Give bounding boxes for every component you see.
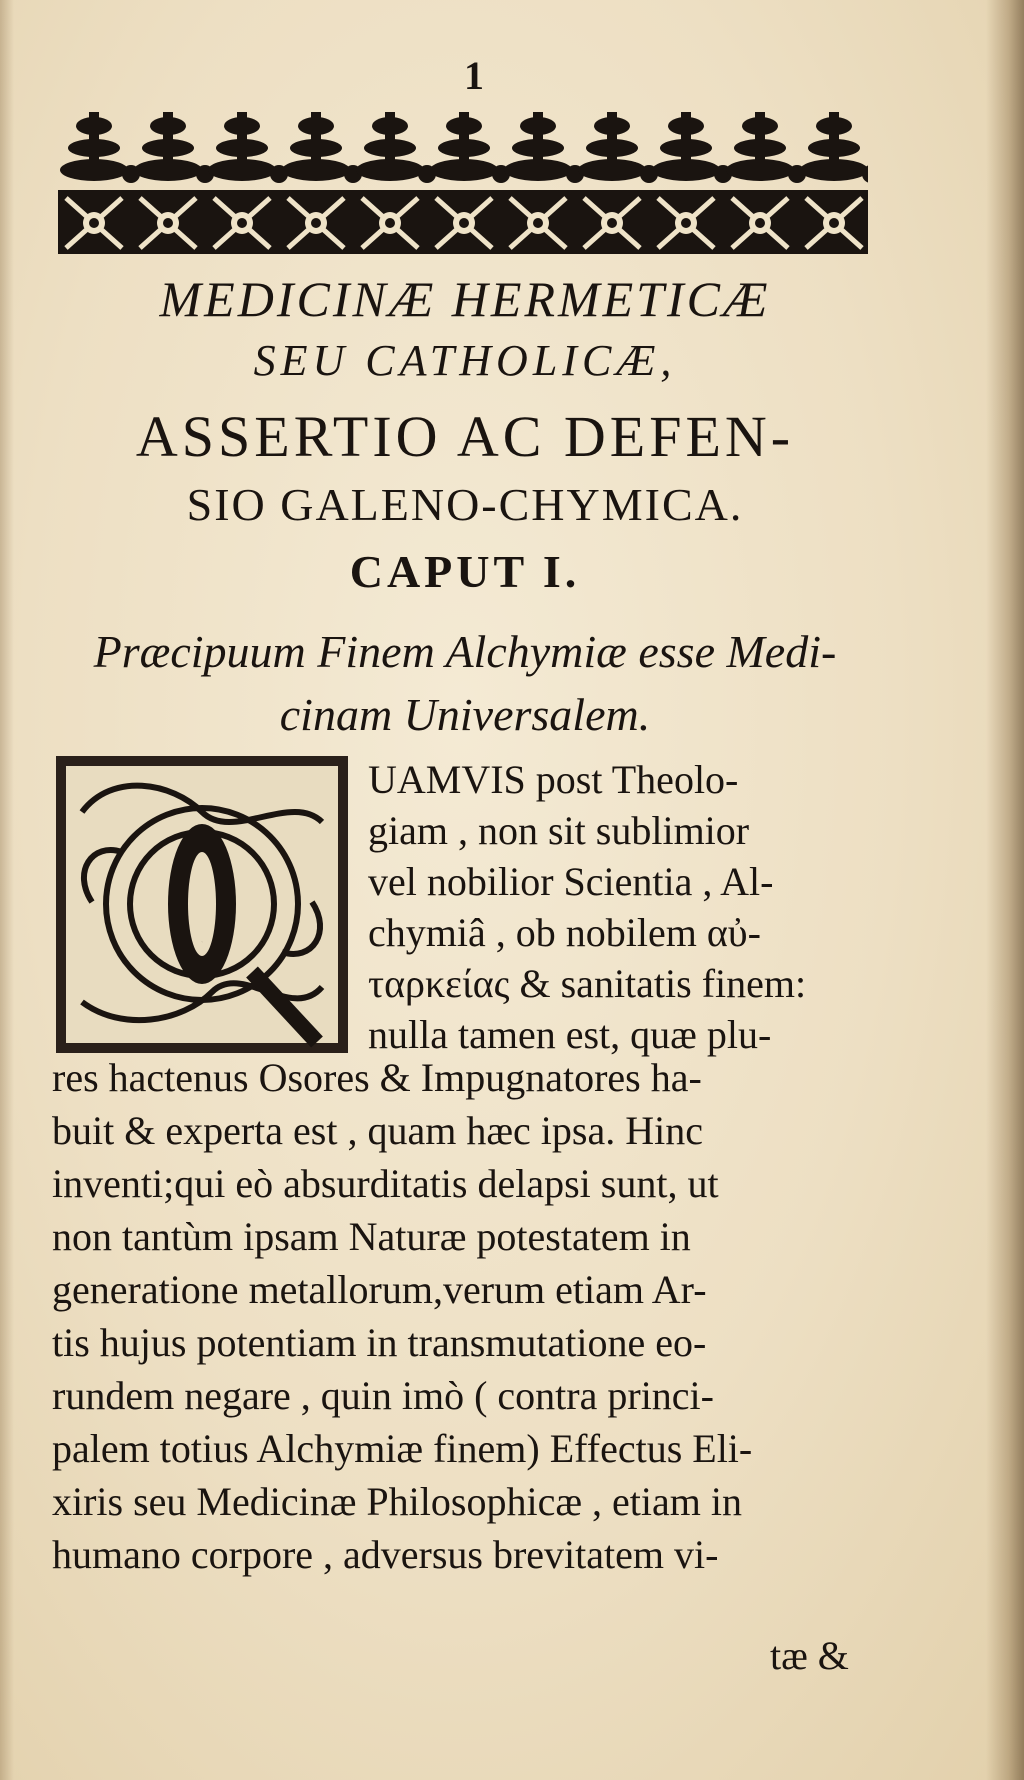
body-line: inventi;qui eò absurditatis delapsi sunt, ut — [52, 1161, 719, 1206]
chapter-subtitle-line-2: cinam Universalem. — [279, 689, 651, 740]
body-line: non tantùm ipsam Naturæ potestatem in — [52, 1214, 691, 1259]
body-line: humano corpore , adversus brevitatem vi- — [52, 1532, 719, 1577]
page-edge-shadow-right — [986, 0, 1024, 1780]
title-line-4: SIO GALENO-CHYMICA. — [186, 479, 744, 530]
body-line: palem totius Alchymiæ finem) Effectus Eli- — [52, 1426, 753, 1471]
body-line: tis hujus potentiam in transmutatione eo- — [52, 1320, 707, 1365]
page-number: 1 — [464, 53, 484, 98]
body-line: vel nobilior Scientia , Al- — [368, 859, 774, 904]
title-line-3: ASSERTIO AC DEFEN- — [135, 404, 795, 469]
body-line: generatione metallorum,verum etiam Ar- — [52, 1267, 707, 1312]
body-line: UAMVIS post Theolo- — [368, 757, 739, 802]
body-line: ταρκείας & sanitatis finem: — [368, 961, 807, 1006]
decorated-initial-icon — [52, 752, 352, 1057]
body-line: giam , non sit sublimior — [368, 808, 750, 853]
chapter-heading: CAPUT I. — [349, 546, 581, 597]
title-line-1: MEDICINÆ HERMETICÆ — [159, 271, 771, 327]
catchword: tæ & — [770, 1633, 849, 1678]
body-line: chymiâ , ob nobilem αὐ- — [368, 910, 761, 955]
body-line: buit & experta est , quam hæc ipsa. Hinc — [52, 1108, 703, 1153]
body-line: rundem negare , quin imò ( contra princi- — [52, 1373, 714, 1418]
body-line: nulla tamen est, quæ plu- — [368, 1012, 772, 1057]
body-line: xiris seu Medicinæ Philosophicæ , etiam in — [52, 1479, 742, 1524]
ornament-band-icon — [58, 108, 868, 258]
chapter-subtitle-line-1: Præcipuum Finem Alchymiæ esse Medi- — [93, 626, 837, 677]
title-line-2: SEU CATHOLICÆ, — [253, 336, 677, 385]
page-edge-shadow-left — [0, 0, 14, 1780]
drop-cap-letter: Q — [201, 942, 203, 943]
body-line: res hactenus Osores & Impugnatores ha- — [52, 1055, 702, 1100]
